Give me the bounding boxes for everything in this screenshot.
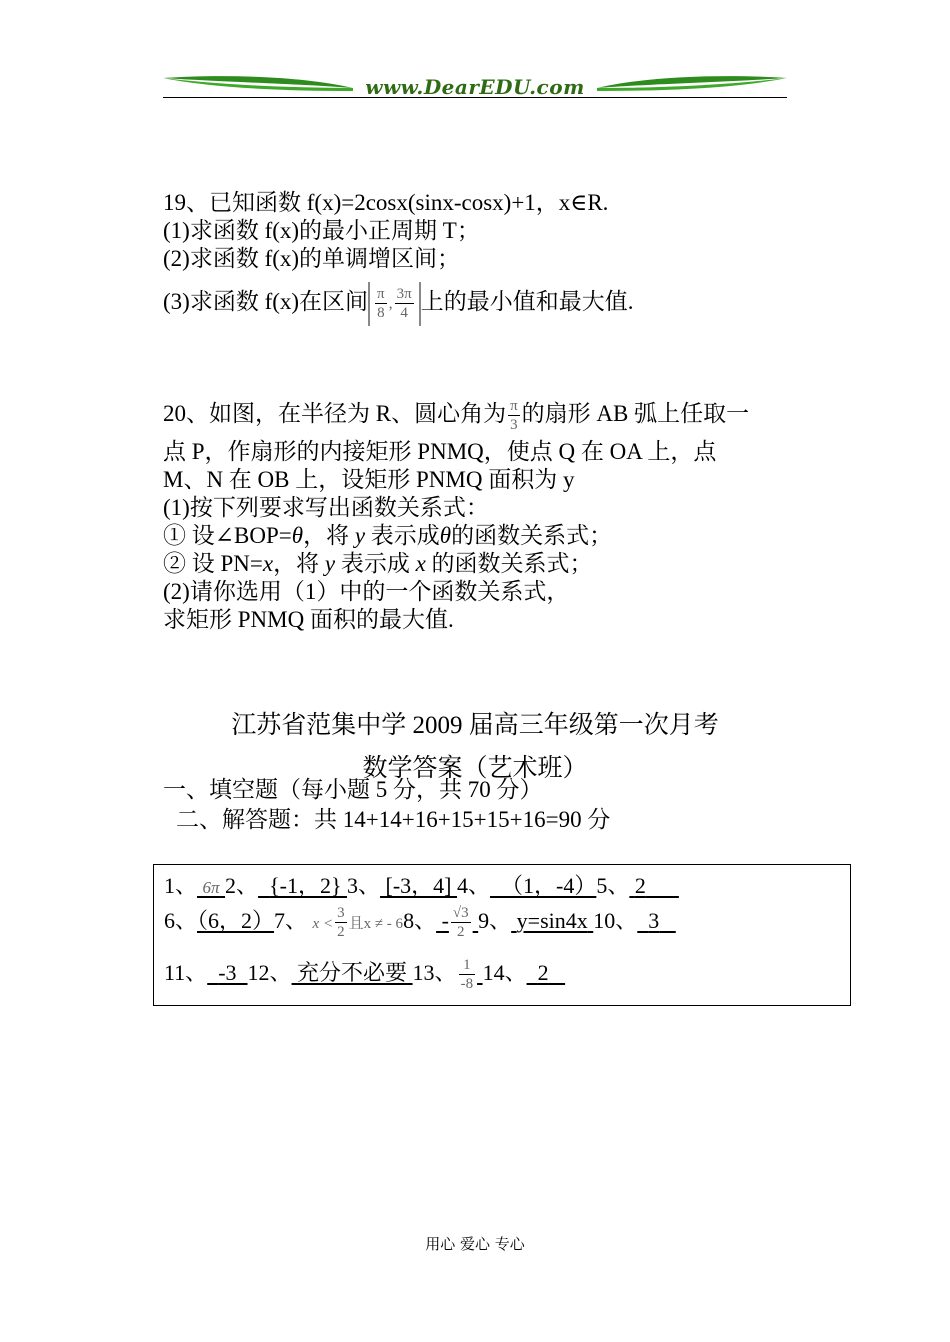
a6-label: 6、 <box>164 908 198 933</box>
q20-line5-d: 的函数关系式； <box>451 523 613 548</box>
interval-end-num: 3π <box>396 286 412 303</box>
site-name: www.DearEDU.com <box>365 75 585 99</box>
a14-value <box>527 960 566 985</box>
a12-value <box>292 960 413 985</box>
interval-start-den: 8 <box>377 305 385 322</box>
a10-label: 10、 <box>593 908 638 933</box>
a8-num: √3 <box>452 905 469 922</box>
q20-line6-b: ，将 <box>273 551 320 576</box>
interval-end-fraction <box>395 285 414 322</box>
answers-subtitle: 数学答案（艺术班） <box>362 755 588 782</box>
a13-num: 1 <box>459 956 476 975</box>
a2-label: 2、 <box>225 873 259 898</box>
theta-var: θ <box>291 523 304 548</box>
y-var: y <box>354 523 366 548</box>
a12-val: 充分不必要 <box>297 960 408 985</box>
a7-post: 且x ≠ - 6 <box>348 916 404 932</box>
q20-line6-d: 的函数关系式； <box>431 551 593 576</box>
a1-val: 6π <box>202 878 220 897</box>
a7-num: 3 <box>337 905 345 922</box>
q19-part3 <box>163 280 633 326</box>
answers-box <box>153 864 851 1006</box>
section-fill-blank: 一、填空题（每小题 5 分，共 70 分） <box>163 777 543 802</box>
a3-value <box>380 873 457 898</box>
q20-line5-c: 表示成 <box>370 523 440 548</box>
a6-value: （6，2） <box>197 908 275 933</box>
q20-line5 <box>163 522 612 550</box>
central-angle-fraction <box>508 397 520 434</box>
q20-line6-a: ② 设 PN= <box>163 551 263 576</box>
q20-line5-a: ① 设∠BOP= <box>163 523 292 548</box>
a8-fraction <box>451 904 471 941</box>
a11-value <box>207 960 247 985</box>
q20-line5-b: ，将 <box>303 523 350 548</box>
angle-num: π <box>510 398 518 415</box>
a7-pre: x < <box>312 916 334 932</box>
a13-den-wrap <box>459 975 476 993</box>
a13-fraction <box>459 956 476 993</box>
a7-fraction <box>335 904 347 941</box>
a8-value <box>436 905 478 941</box>
q20-line7: (2)请你选用（1）中的一个函数关系式， <box>163 579 570 604</box>
a1-value <box>197 873 225 898</box>
a4-value <box>490 873 596 898</box>
q20-line1 <box>163 392 749 436</box>
a7-label: 7、 <box>274 908 308 933</box>
interval-bracket <box>368 282 421 326</box>
q19-part2: (2)求函数 f(x)的单调增区间； <box>163 246 461 271</box>
a9-val: y=sin4x <box>516 908 588 933</box>
a5-label: 5、 <box>596 873 630 898</box>
a3-label: 3、 <box>347 873 381 898</box>
a9-value <box>511 908 593 933</box>
a12-label: 12、 <box>247 960 292 985</box>
a5-val: 2 <box>634 873 646 898</box>
q20-line2: 点 P，作扇形的内接矩形 PNMQ，使点 Q 在 OA 上，点 <box>163 439 717 464</box>
answer-row-1 <box>164 869 679 900</box>
a13-label: 13、 <box>412 960 457 985</box>
section-solve: 二、解答题：共 14+14+16+15+15+16=90 分 <box>176 807 611 832</box>
q19-part1: (1)求函数 f(x)的最小正周期 T； <box>163 218 480 243</box>
a3-val: [-3，4] <box>385 873 452 898</box>
a11-val: -3 <box>218 960 237 985</box>
a2-value <box>258 873 347 898</box>
q20-line6 <box>163 550 593 578</box>
a9-label: 9、 <box>478 908 512 933</box>
q20-line1-suffix: 的扇形 AB 弧上任取一 <box>521 401 750 426</box>
answer-row-3 <box>164 951 565 995</box>
answer-row-2 <box>164 899 676 946</box>
a11-label: 11、 <box>164 960 208 985</box>
a2-val: {-1，2} <box>269 873 342 898</box>
y-var-2: y <box>324 551 336 576</box>
interval-end-den: 4 <box>400 305 408 322</box>
q19-part3-suffix: 上的最小值和最大值. <box>420 289 634 314</box>
a5-value <box>629 873 679 898</box>
a14-label: 14、 <box>482 960 527 985</box>
q20-line4: (1)按下列要求写出函数关系式： <box>163 495 489 520</box>
answers-title: 江苏省范集中学 2009 届高三年级第一次月考 <box>231 712 719 739</box>
header-rule <box>163 97 787 98</box>
a10-val: 3 <box>648 908 660 933</box>
interval-start-fraction <box>375 285 387 322</box>
page-footer: 用心 爱心 专心 <box>425 1235 525 1253</box>
q20-line1-prefix: 20、如图，在半径为 R、圆心角为 <box>163 401 507 426</box>
a4-label: 4、 <box>457 873 491 898</box>
a10-value <box>637 908 676 933</box>
a14-val: 2 <box>537 960 549 985</box>
x-var: x <box>262 551 274 576</box>
a4-val: （1，-4） <box>501 873 597 898</box>
q20-line8: 求矩形 PNMQ 面积的最大值. <box>163 607 454 632</box>
q20-line6-c: 表示成 <box>340 551 410 576</box>
q20-line3: M、N 在 OB 上，设矩形 PNMQ 面积为 y <box>163 467 575 492</box>
a8-den: 2 <box>457 924 465 941</box>
q19-part3-prefix: (3)求函数 f(x)在区间 <box>163 289 369 314</box>
interval-separator: , <box>388 294 393 312</box>
interval-start-num: π <box>377 286 385 303</box>
q19-stem: 19、已知函数 f(x)=2cosx(sinx-cosx)+1，x∈R. <box>163 190 609 215</box>
a8-sign: - <box>441 908 449 933</box>
angle-den: 3 <box>510 417 518 434</box>
x-var-2: x <box>415 551 426 576</box>
a8-label: 8、 <box>403 908 437 933</box>
a13-den: 8 <box>465 976 474 993</box>
theta-var-2: θ <box>439 523 452 548</box>
a1-label: 1、 <box>164 873 198 898</box>
a7-den: 2 <box>337 924 345 941</box>
a13-sign: - <box>460 976 466 993</box>
